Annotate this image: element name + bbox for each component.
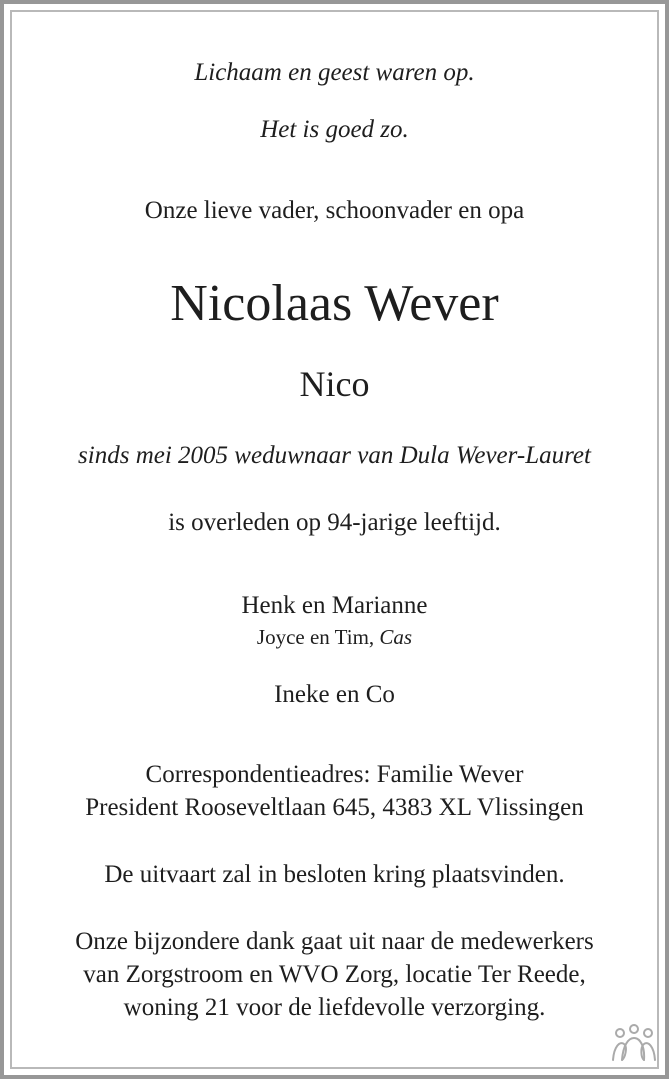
motto-line-2: Het is goed zo. [260,116,409,143]
grandchildren-names: Joyce en Tim, [256,625,380,649]
motto-line-1: Lichaam en geest waren op. [194,59,475,86]
inner-frame [10,10,659,1069]
people-group-icon [610,1024,658,1064]
correspondence-line-1: Correspondentieadres: Familie Wever [145,761,524,788]
deceased-name: Nicolaas Wever [170,275,499,332]
widower-line: sinds mei 2005 weduwnaar van Dula Wever-Lauret [78,442,591,469]
correspondence-line-2: President Rooseveltlaan 645, 4383 XL Vlissingen [85,794,584,821]
nickname: Nico [299,364,370,404]
intro-line: Onze lieve vader, schoonvader en opa [144,197,525,224]
thanks-line-1: Onze bijzondere dank gaat uit naar de medewerkers [75,928,594,955]
death-line: is overleden op 94-jarige leeftijd. [168,509,501,536]
great-grandchild-name: Cas [379,625,413,649]
thanks-line-3: woning 21 voor de liefdevolle verzorging. [123,994,546,1021]
thanks-line-2: van Zorgstroom en WVO Zorg, locatie Ter Reede, [83,961,586,988]
family-member-1: Henk en Marianne [241,592,428,619]
grandchildren-line [0,627,669,648]
funeral-line: De uitvaart zal in besloten kring plaatsvinden. [104,861,565,888]
family-member-2: Ineke en Co [274,681,395,708]
